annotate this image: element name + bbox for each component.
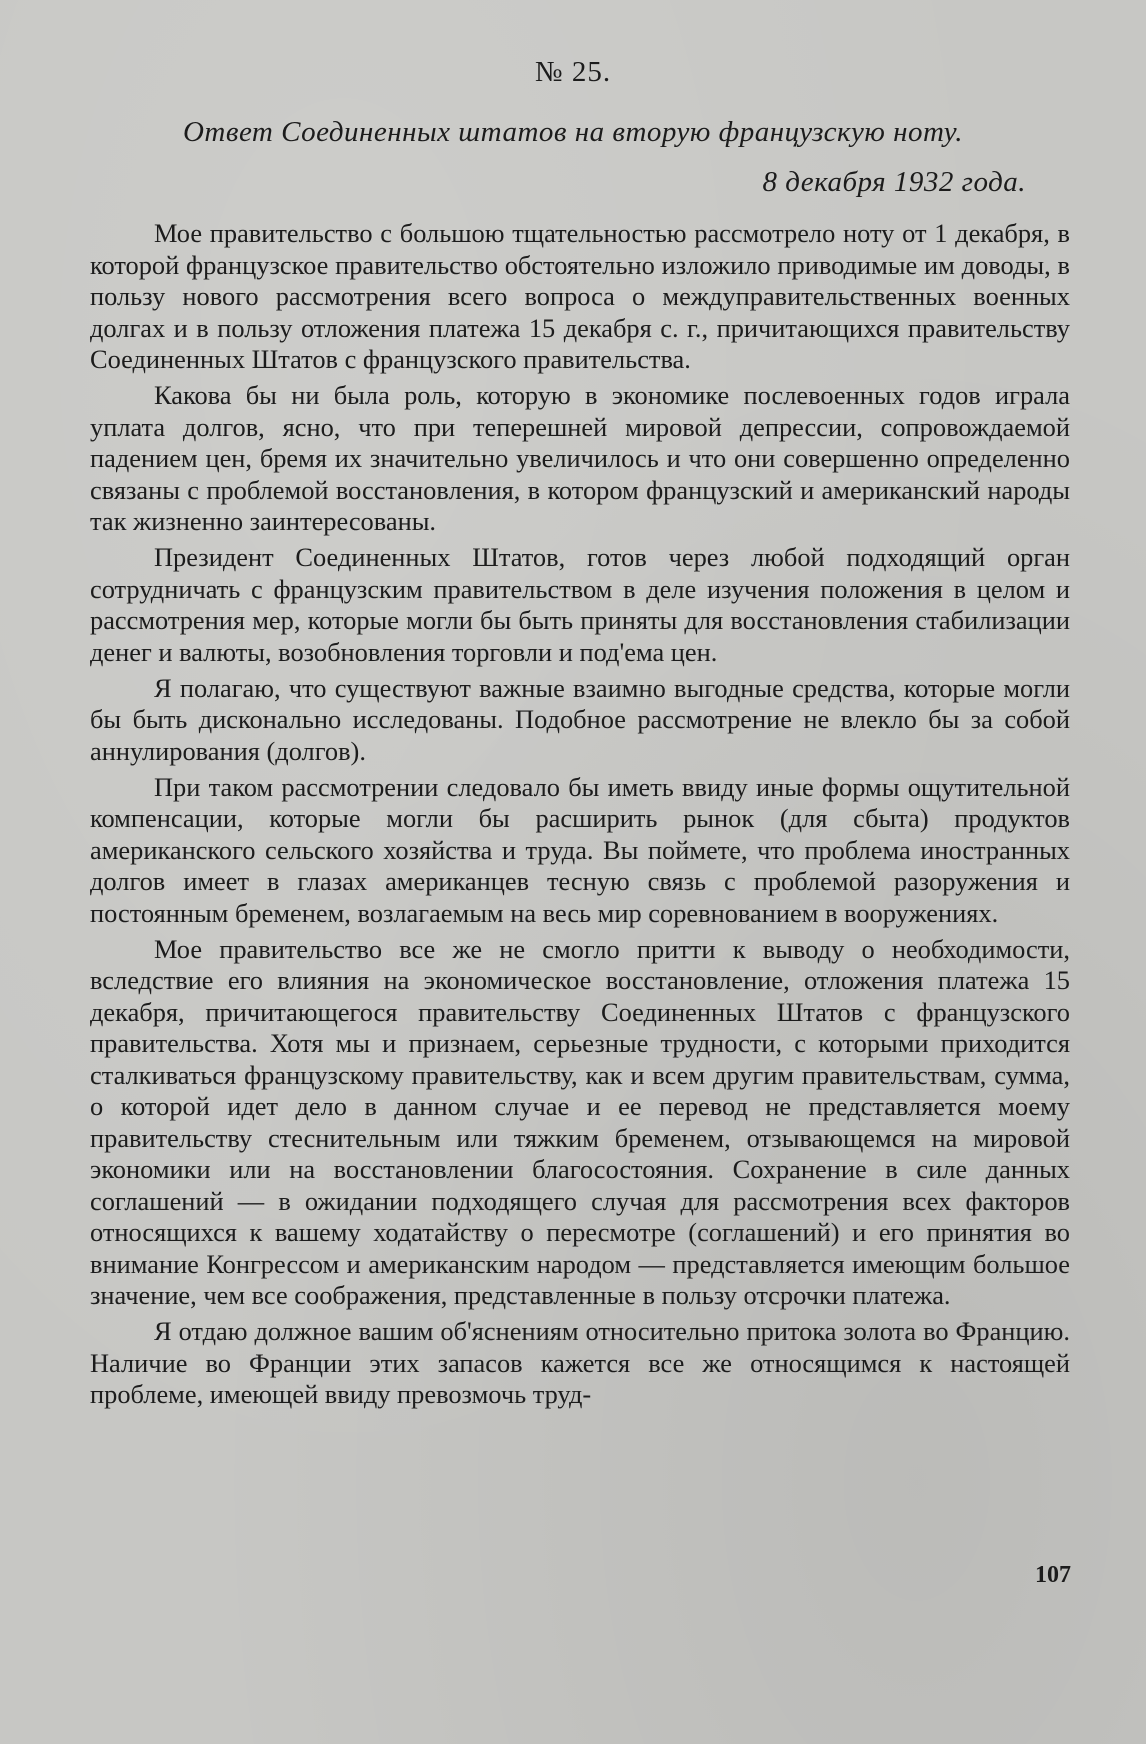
document-date: 8 декабря 1932 года. [762, 166, 1026, 198]
paragraph: Мое правительство с большою тщательностью рассмотрело ноту от 1 декабря, в которой французское правительство обстоятельно изложило приводимые им доводы, в пользу нового рассмотрения всего вопроса о междуправительственных военных долгах и в пользу отложения платежа 15 декабря с. г., причитающихся правительству Соединенных Штатов с французского правительства. [90, 218, 1070, 374]
document-number: № 25. [534, 56, 612, 88]
paragraph: Мое правительство все же не смогло притти к выводу о необходимости, вследствие его влияния на экономическое восстановление, отложения платежа 15 декабря, причитающегося правительству Соединенных Штатов с французского правительства. Хотя мы и признаем, серьезные трудности, с которыми приходится сталкиваться французскому правительству, как и всем другим правительствам, сумма, о которой идет дело в данном случае и ее перевод не представляется моему правительству стеснительным или тяжким бременем, отзывающемся на мировой экономики или на восстановлении благосостояния. Сохранение в силе данных соглашений — в ожидании подходящего случая для рассмотрения всех факторов относящихся к вашему ходатайству о пересмотре (соглашений) и его принятия во внимание Конгрессом и американским народом — представляется имеющим большое значение, чем все соображения, представленные в пользу отсрочки платежа. [90, 933, 1070, 1310]
document-title: Ответ Соединенных штатов на вторую французскую ноту. [182, 116, 964, 148]
page-number: 107 [1035, 1562, 1071, 1588]
paragraph: Я отдаю должное вашим об'яснениям относительно притока золота во Францию. Наличие во Франции этих запасов кажется все же относящимся к настоящей проблеме, имеющей ввиду превозмочь труд- [90, 1316, 1070, 1409]
paragraph: Какова бы ни была роль, которую в экономике послевоенных годов играла уплата долгов, ясно, что при теперешней мировой депрессии, сопровождаемой падением цен, бремя их значительно увеличилось и что они совершенно определенно связаны с проблемой восстановления, в котором французский и американский народы так жизненно заинтересованы. [90, 380, 1070, 536]
paragraph: Я полагаю, что существуют важные взаимно выгодные средства, которые могли бы быть дисконально исследованы. Подобное рассмотрение не влекло бы за собой аннулирования (долгов). [90, 672, 1070, 766]
document-body [90, 218, 1070, 1415]
paragraph: Президент Соединенных Штатов, готов через любой подходящий орган сотрудничать с французским правительством в деле изучения положения в целом и рассмотрения мер, которые могли бы быть приняты для восстановления стабилизации денег и валюты, возобновления торговли и под'ема цен. [90, 542, 1070, 667]
paragraph: При таком рассмотрении следовало бы иметь ввиду иные формы ощутительной компенсации, которые могли бы расширить рынок (для сбыта) продуктов американского сельского хозяйства и труда. Вы поймете, что проблема иностранных долгов имеет в глазах американцев тесную связь с проблемой разоружения и постоянным бременем, возлагаемым на весь мир соревнованием в вооружениях. [90, 771, 1070, 928]
